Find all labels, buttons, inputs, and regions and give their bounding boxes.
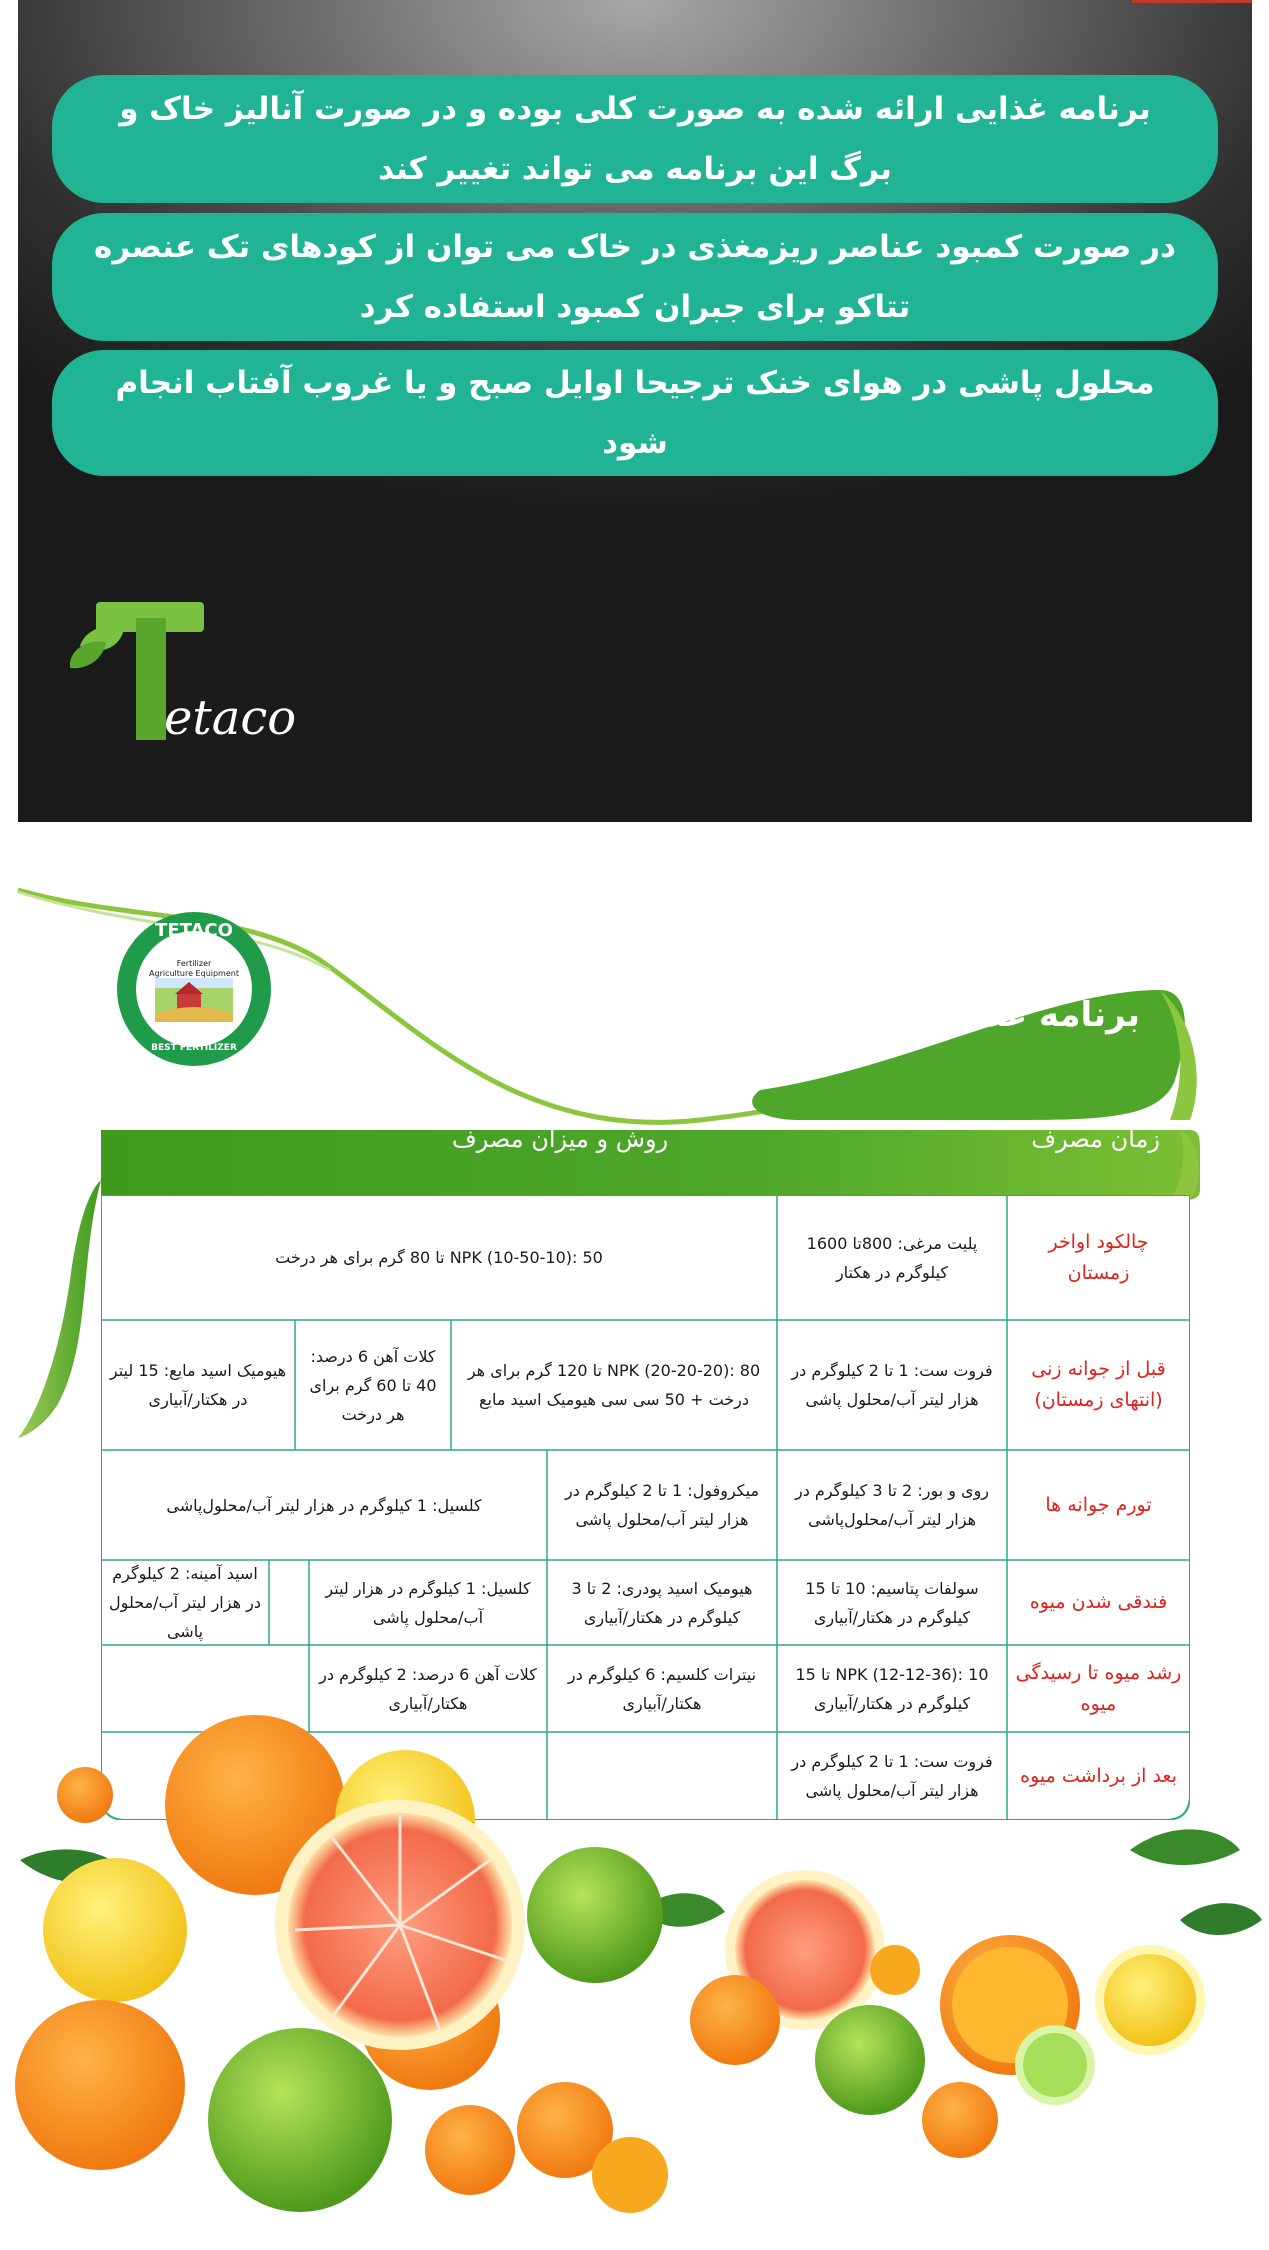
cell-fruitset-post-harvest: فروت ست: 1 تا 2 کیلوگرم در هزار لیتر آب/محلول پاشی (791, 1752, 993, 1800)
cell-npk-10-50-10: NPK (10-50-10): 50 تا 80 گرم برای هر درخت (275, 1248, 603, 1267)
program-title: برنامه غذایی مرکبات (790, 995, 1140, 1035)
column-header-time: زمان مصرف (1031, 1125, 1160, 1153)
note-micronutrients (52, 213, 1218, 341)
cell-zinc-boron: روی و بور: 2 تا 3 کیلوگرم در هزار لیتر آب/محلول‌پاشی (794, 1481, 990, 1529)
cell-humic-liquid: هیومیک اسید مایع: 15 لیتر در هکتار/آبیاری (109, 1361, 287, 1409)
row-time-fruit-growth: رشد میوه تا رسیدگی میوه (1015, 1661, 1182, 1715)
row-time-fruit-set: فندقی شدن میوه (1029, 1591, 1168, 1613)
cell-calcil: کلسیل: 1 کیلوگرم در هزار لیتر آب/محلول‌پاشی (166, 1495, 482, 1515)
row-time-before-budding: قبل از جوانه زنی (انتهای زمستان) (1031, 1358, 1166, 1411)
cell-fruitset: فروت ست: 1 تا 2 کیلوگرم در هزار لیتر آب/محلول پاشی (791, 1361, 993, 1409)
note-foliar-timing (52, 350, 1218, 476)
info-panel (18, 0, 1252, 822)
note-text: محلول پاشی در هوای خنک ترجیحا اوایل صبح و یا غروب آفتاب انجام شود (115, 365, 1155, 461)
note-soil-analysis (52, 75, 1218, 203)
cell-amino-acid: اسید آمینه: 2 کیلوگرم در هزار لیتر آب/محلول پاشی (109, 1564, 261, 1641)
corner-accent (1132, 0, 1252, 3)
cell-npk-20-20-20: NPK (20-20-20): 80 تا 120 گرم برای هر درخت + 50 سی سی هیومیک اسید مایع (467, 1361, 761, 1409)
cell-chicken-manure: پلیت مرغی: 800تا 1600 کیلوگرم در هکتار (806, 1233, 978, 1282)
badge-bottom-text: BEST FERTILIZER (151, 1043, 237, 1053)
tetaco-badge (115, 910, 273, 1068)
cell-calcium-nitrate: نیترات کلسیم: 6 کیلوگرم در هکتار/آبیاری (567, 1664, 757, 1713)
logo-wordmark: etaco (164, 690, 297, 746)
badge-line-1: Fertilizer (176, 959, 212, 968)
badge-top-text: TETACO (155, 920, 233, 941)
cell-calcil-foliar: کلسیل: 1 کیلوگرم در هزار لیتر آب/محلول پاشی (325, 1578, 531, 1627)
cell-iron-chelate-soil: کلات آهن 6 درصد: 2 کیلوگرم در هکتار/آبیاری (319, 1664, 537, 1713)
cell-iron-chelate: کلات آهن 6 درصد: 40 تا 60 گرم برای هر درخت (309, 1346, 437, 1424)
cell-microfol: میکروفول: 1 تا 2 کیلوگرم در هزار لیتر آب/محلول پاشی (564, 1481, 760, 1529)
column-header-method: روش و میزان مصرف (451, 1125, 669, 1153)
note-text: برنامه غذایی ارائه شده به صورت کلی بوده و در صورت آنالیز خاک و برگ این برنامه می تواند تغییر کند (119, 91, 1151, 187)
cell-humic-powder: هیومیک اسید پودری: 2 تا 3 کیلوگرم در هکتار/آبیاری (571, 1578, 753, 1627)
row-time-bud-swell: تورم جوانه ها (1045, 1493, 1152, 1516)
tetaco-logo (66, 598, 306, 748)
citrus-fruits-illustration (0, 1700, 1269, 2250)
row-time-post-harvest: بعد از برداشت میوه (1020, 1764, 1177, 1787)
note-text: در صورت کمبود عناصر ریزمغذی در خاک می توان از کودهای تک عنصره تتاکو برای جبران کمبود استفاده کرد (94, 229, 1176, 325)
cell-potassium-sulfate: سولفات پتاسیم: 10 تا 15 کیلوگرم در هکتار/آبیاری (805, 1578, 979, 1627)
badge-line-2: Agriculture Equipment (149, 969, 239, 978)
cell-npk-12-12-36: NPK (12-12-36): 10 تا 15 کیلوگرم در هکتار/آبیاری (795, 1664, 989, 1713)
row-time-late-winter: چالکود اواخر زمستان (1048, 1230, 1149, 1284)
